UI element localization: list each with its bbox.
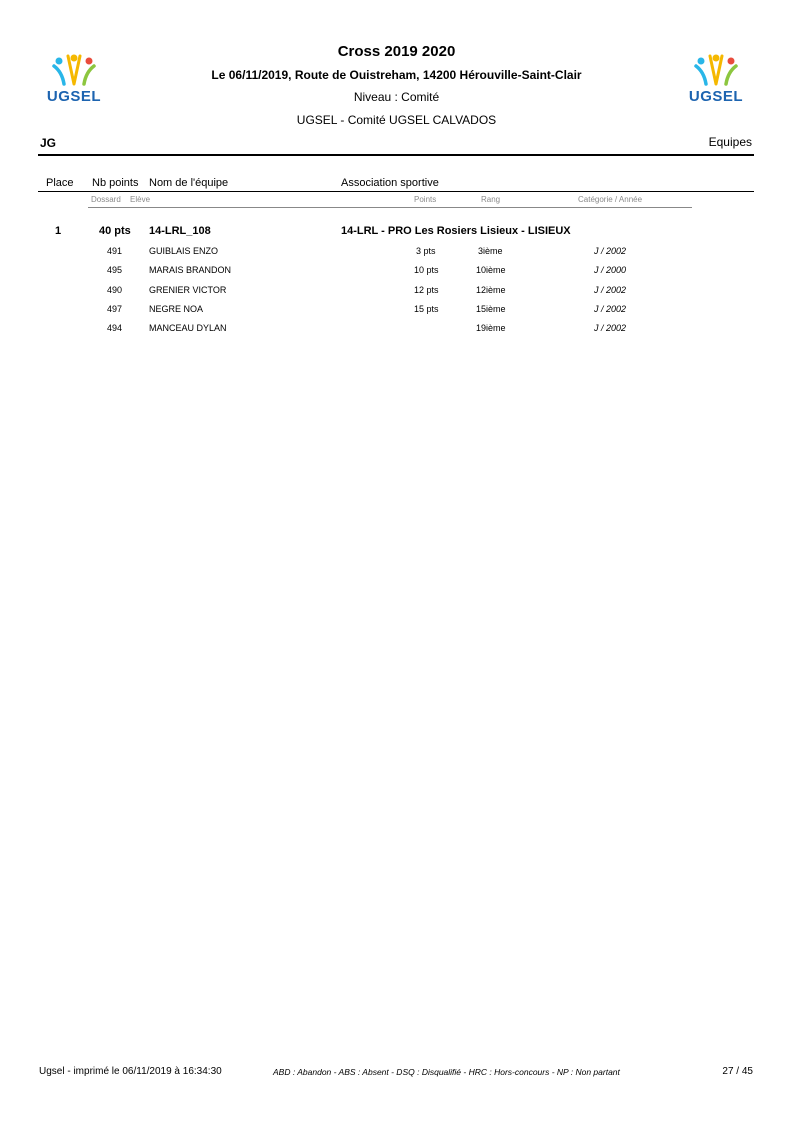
member-eleve: GRENIER VICTOR <box>149 285 227 295</box>
member-points: 12 pts <box>414 285 439 295</box>
subcol-categorie: Catégorie / Année <box>578 195 643 204</box>
team-name: 14-LRL_108 <box>149 225 211 237</box>
team-association: 14-LRL - PRO Les Rosiers Lisieux - LISIEUX <box>341 225 571 237</box>
member-rang: 12ième <box>476 285 506 295</box>
member-categorie: J / 2002 <box>594 323 627 333</box>
member-points: 3 pts <box>416 246 436 256</box>
col-header-place: Place <box>46 177 74 189</box>
member-dossard: 497 <box>107 304 123 314</box>
subheader-divider <box>88 207 692 208</box>
member-categorie: J / 2002 <box>594 285 627 295</box>
col-header-team: Nom de l'équipe <box>149 177 229 189</box>
page-title: Cross 2019 2020 <box>337 43 456 60</box>
col-header-points: Nb points <box>92 177 139 189</box>
member-categorie: J / 2002 <box>594 246 627 256</box>
category-label: JG <box>40 136 57 150</box>
logo-wordmark: UGSEL <box>688 88 744 105</box>
header-divider <box>38 154 754 156</box>
committee-label: UGSEL - Comité UGSEL CALVADOS <box>296 113 497 127</box>
member-eleve: MARAIS BRANDON <box>149 265 232 275</box>
member-dossard: 495 <box>107 265 123 275</box>
member-categorie: J / 2002 <box>594 304 627 314</box>
subcol-dossard: Dossard <box>91 195 121 204</box>
member-eleve: MANCEAU DYLAN <box>149 323 227 333</box>
subcol-rang: Rang <box>481 195 501 204</box>
subcol-eleve: Elève <box>130 195 151 204</box>
team-points: 40 pts <box>99 225 131 237</box>
event-subtitle: Le 06/11/2019, Route de Ouistreham, 14200 Hérouville-Saint-Clair <box>211 68 582 82</box>
member-dossard: 490 <box>107 285 123 295</box>
page-number: 27 / 45 <box>722 1066 753 1077</box>
member-points: 15 pts <box>414 304 439 314</box>
result-type-label: Equipes <box>708 135 752 149</box>
member-rang: 19ième <box>476 323 506 333</box>
member-eleve: NEGRE NOA <box>149 304 204 314</box>
logo-wordmark: UGSEL <box>46 88 102 105</box>
col-header-association: Association sportive <box>341 177 439 189</box>
member-dossard: 494 <box>107 323 123 333</box>
member-dossard: 491 <box>107 246 123 256</box>
team-place: 1 <box>55 225 62 237</box>
member-rang: 10ième <box>476 265 506 275</box>
member-categorie: J / 2000 <box>594 265 627 275</box>
member-points: 10 pts <box>414 265 439 275</box>
member-rang: 3ième <box>478 246 503 256</box>
table-header-divider <box>38 191 754 192</box>
status-legend: ABD : Abandon - ABS : Absent - DSQ : Disqualifié - HRC : Hors-concours - NP : Non partant <box>273 1067 620 1077</box>
member-rang: 15ième <box>476 304 506 314</box>
subcol-points: Points <box>414 195 437 204</box>
print-timestamp: Ugsel - imprimé le 06/11/2019 à 16:34:30 <box>39 1066 222 1077</box>
member-eleve: GUIBLAIS ENZO <box>149 246 219 256</box>
level-label: Niveau : Comité <box>353 90 440 104</box>
